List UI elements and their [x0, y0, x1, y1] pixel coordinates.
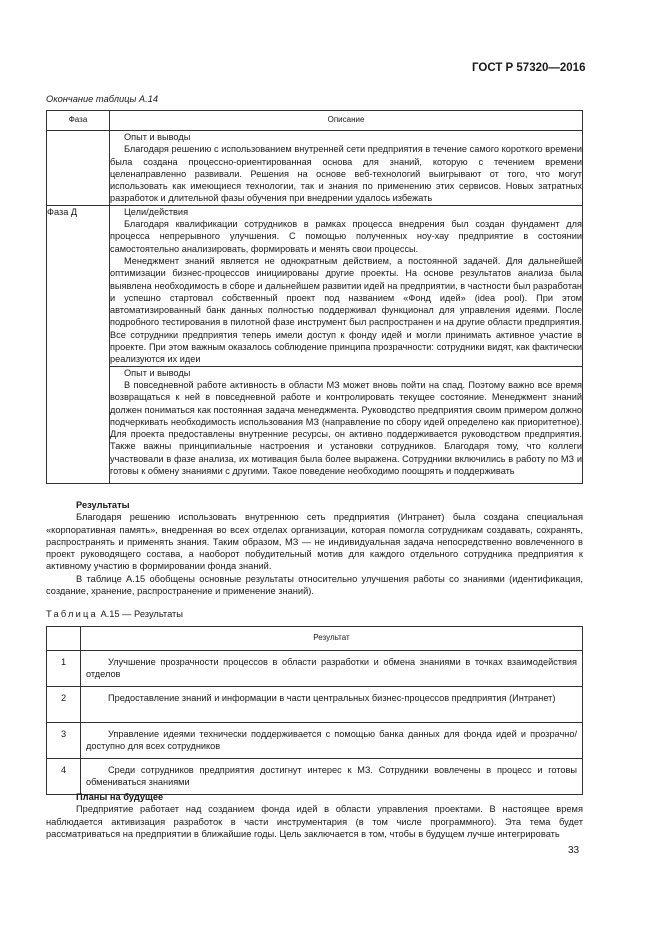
cell-title: Цели/действия: [124, 206, 189, 217]
result-text: Управление идеями технически поддерживается с помощью банка данных для фонда идей и прозрачно/доступно для всех сотрудников: [81, 723, 583, 759]
cell-title: Опыт и выводы: [124, 367, 191, 378]
table-row: [47, 723, 583, 759]
table-header-row: [47, 627, 583, 651]
caption-word: Таблица: [46, 609, 98, 619]
row-number: 3: [47, 723, 81, 759]
table-row: [47, 131, 583, 206]
table-row: [47, 687, 583, 723]
cell-title: Опыт и выводы: [124, 132, 191, 142]
table-row: [47, 205, 583, 366]
page-number: 33: [568, 845, 580, 856]
column-header-result: Результат: [81, 627, 583, 651]
column-header-description: Описание: [110, 111, 583, 131]
table-row: [47, 366, 583, 484]
row-number: 4: [47, 759, 81, 795]
cell-text: В повседневной работе активность в области МЗ может вновь пойти на спад. Поэтому важно все время возвращаться к ней в повседневной работе и контролировать текущее состояние. Менеджмент знаний должен пониматься как постоянная задача менеджмента. Руководство предприятия своим примером должно подчеркивать необходимость использования МЗ (направление по сбору идей определено как приоритетное). Для проекта предоставлены внутренние ресурсы, он активно поддерживается руководством предприятия. Также важны принципиальные настроения и установки сотрудников. Благодаря тому, что коллеги участвовали в фазе анализа, их мотивация была более выражена. Сотрудники включились в работу по МЗ и готовы к обмену знаниями с другими. Такое поведение необходимо поощрять и поддерживать: [110, 379, 582, 477]
future-paragraph: Предприятие работает над созданием фонда идей в области управления проектами. В настоящее время наблюдается активизация разработок в части инструментария (в том числе программного). Эта тема будет рассматриваться на предприятии в ближайшие годы. Цель заключается в том, чтобы в будущем лучше интегрировать: [46, 804, 583, 839]
column-header-number: [47, 627, 81, 651]
table-a14-caption: Окончание таблицы А.14: [46, 94, 159, 104]
description-cell: [110, 205, 583, 366]
table-row: [47, 759, 583, 795]
table-a14: [46, 110, 583, 484]
result-text: Улучшение прозрачности процессов в области разработки и обмена знаниями в точках взаимодействия отделов: [81, 651, 583, 687]
table-a15-caption: [46, 609, 183, 619]
row-number: 1: [47, 651, 81, 687]
caption-rest: А.15 — Результаты: [97, 609, 183, 619]
future-plans-section: [46, 791, 583, 840]
table-a15: [46, 626, 583, 795]
cell-text: Менеджмент знаний является не однократным действием, а постоянной задачей. Для дальнейшей оптимизации бизнес-процессов инициированы другие проекты. На основе результатов анализа была выявлена необходимость в сборе и дальнейшем развитии идей на предприятии, в частности был разработан и успешно стартовал собственный проект под названием «Фонд идей» (idea pool). При этом автоматизированный банк данных полностью поддерживал функционал для управления идеями. После подробного тестирования в пилотной фазе инструмент был распространен и на другие области предприятия. Все сотрудники предприятия теперь имели доступ к фонду идей и могли принимать активное участие в проекте. При этом важным оказалось соблюдение принципа прозрачности: сотрудники видят, как фактически реализуются их идеи: [110, 255, 582, 365]
result-text: Предоставление знаний и информации в части центральных бизнес-процессов предприятия (Интранет): [81, 687, 583, 723]
result-text: Среди сотрудников предприятия достигнут интерес к МЗ. Сотрудники вовлечены в процесс и готовы обмениваться знаниями: [81, 759, 583, 795]
phase-cell: Фаза Д: [47, 205, 110, 484]
results-section: [46, 499, 583, 597]
column-header-phase: Фаза: [47, 111, 110, 131]
phase-cell: [47, 131, 110, 206]
table-header-row: [47, 111, 583, 131]
results-heading: Результаты: [76, 500, 130, 510]
future-heading: Планы на будущее: [76, 792, 164, 802]
results-paragraph: Благодаря решению использовать внутреннюю сеть предприятия (Интранет) была создана специальная «корпоративная память», внедренная во всех отделах организации, которая помогла сотрудникам создавать, сохранять, распространять и применять знания. Таким образом, МЗ — не индивидуальная задача непосредственно вовлеченного в проект руководящего состава, а наоборот побудительный мотив для каждого отдельного сотрудника предприятия к активному участию в формировании фонда знаний.: [46, 512, 583, 572]
table-row: [47, 651, 583, 687]
description-cell: [110, 131, 583, 206]
cell-text: Благодаря квалификации сотрудников в рамках процесса внедрения был создан фундамент для процесса непрерывного улучшения. С помощью полученных ноу-хау предприятие в состоянии самостоятельно анализировать, формировать и менять свои процессы.: [110, 219, 582, 254]
cell-text: Благодаря решению с использованием внутренней сети предприятия в течение самого короткого времени была создана процессно-ориентированная основа для знаний, которую с течением времени целенаправленно развивали. Решения на основе веб-технологий выигрывают от того, что могут использовать как имеющиеся технологии, так и знания по применению этих сервисов. Новых затратных разработок и длительной фазы обучения при внедрении удалось избежать: [110, 144, 582, 204]
description-cell: [110, 366, 583, 484]
results-paragraph: В таблице А.15 обобщены основные результаты относительно улучшения работы со знаниями (идентификация, создание, хранение, распространение и применение знаний).: [46, 573, 583, 597]
row-number: 2: [47, 687, 81, 723]
document-standard-number: ГОСТ Р 57320—2016: [472, 62, 586, 74]
